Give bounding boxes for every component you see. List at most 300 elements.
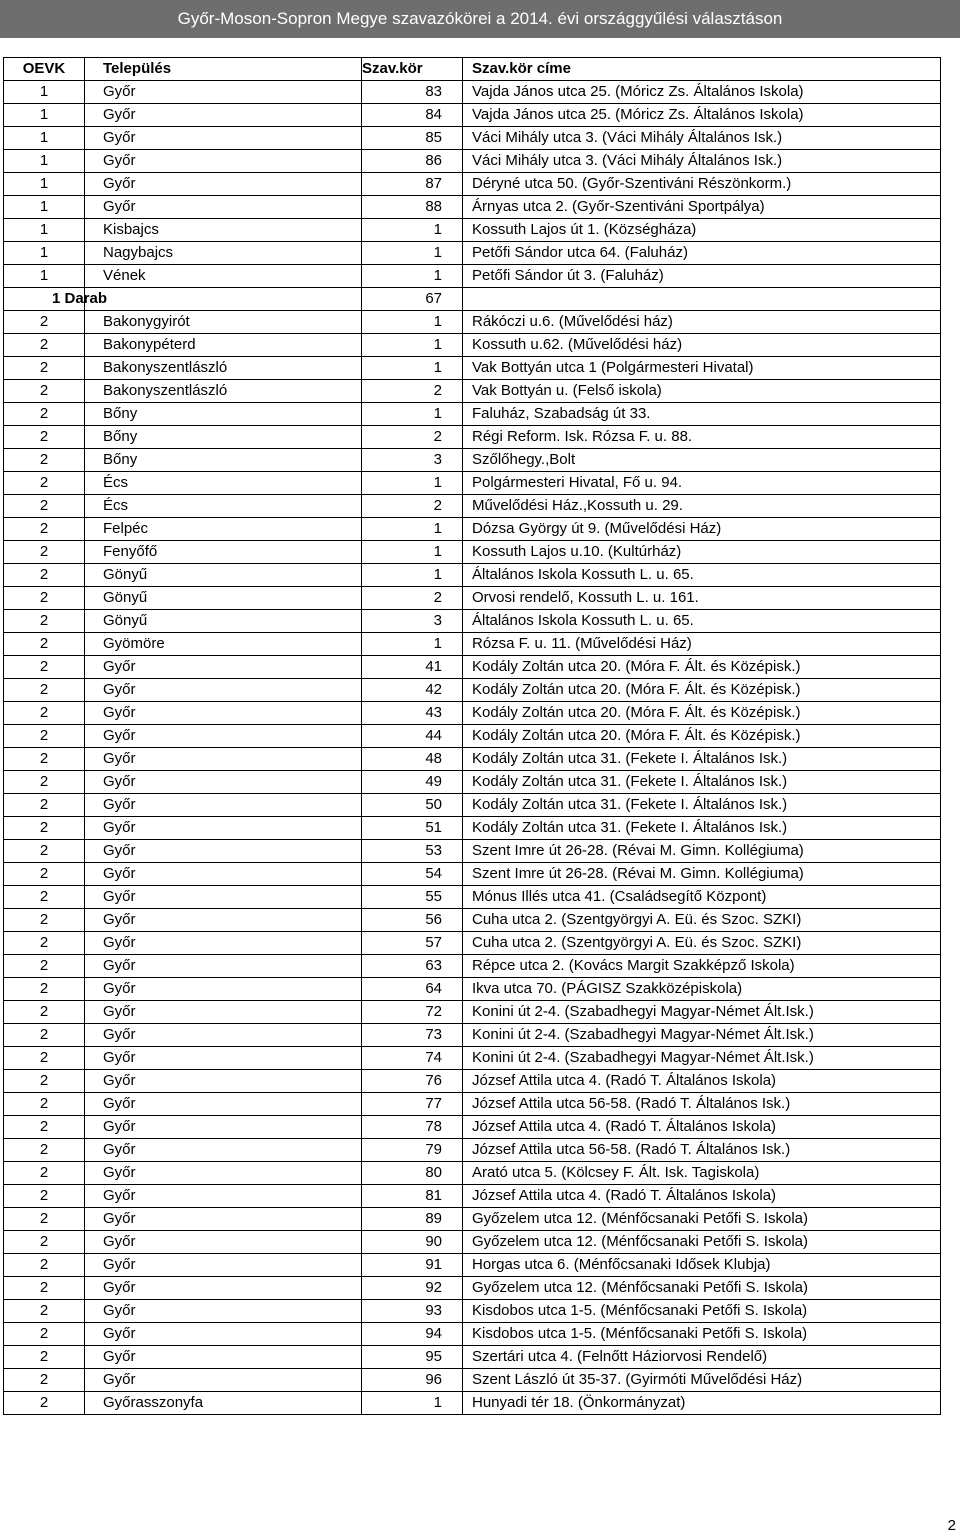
cell-telepules: Győr (85, 886, 362, 909)
cell-telepules: Győr (85, 1162, 362, 1185)
cell-cim: Kodály Zoltán utca 20. (Móra F. Ált. és Középisk.) (463, 702, 941, 725)
cell-oevk: 2 (4, 725, 85, 748)
cell-telepules: Győr (85, 1300, 362, 1323)
table-row (4, 1208, 941, 1231)
cell-cim: Petőfi Sándor utca 64. (Faluház) (463, 242, 941, 265)
table-row (4, 1231, 941, 1254)
cell-telepules: Fenyőfő (85, 541, 362, 564)
cell-telepules: Győr (85, 909, 362, 932)
table-row (4, 702, 941, 725)
cell-cim: Rózsa F. u. 11. (Művelődési Ház) (463, 633, 941, 656)
cell-szavkor: 78 (362, 1116, 463, 1139)
cell-oevk: 1 (4, 242, 85, 265)
table-row (4, 840, 941, 863)
column-header-cim: Szav.kör címe (463, 58, 941, 81)
cell-telepules: Vének (85, 265, 362, 288)
cell-cim: Kodály Zoltán utca 31. (Fekete I. Általános Isk.) (463, 817, 941, 840)
table-row (4, 1162, 941, 1185)
table-row (4, 1346, 941, 1369)
cell-oevk: 2 (4, 863, 85, 886)
cell-cim: Petőfi Sándor út 3. (Faluház) (463, 265, 941, 288)
cell-cim: Rákóczi u.6. (Művelődési ház) (463, 311, 941, 334)
table-row (4, 794, 941, 817)
table-row (4, 817, 941, 840)
cell-oevk: 2 (4, 978, 85, 1001)
cell-oevk: 2 (4, 1070, 85, 1093)
table-row (4, 656, 941, 679)
cell-cim: Déryné utca 50. (Győr-Szentiváni Részönkorm.) (463, 173, 941, 196)
table-row (4, 1116, 941, 1139)
cell-szavkor: 55 (362, 886, 463, 909)
cell-oevk: 2 (4, 633, 85, 656)
cell-telepules: Győr (85, 1093, 362, 1116)
cell-oevk: 2 (4, 610, 85, 633)
cell-cim: Szertári utca 4. (Felnőtt Háziorvosi Rendelő) (463, 1346, 941, 1369)
cell-telepules: Kisbajcs (85, 219, 362, 242)
cell-oevk: 2 (4, 311, 85, 334)
cell-telepules: Győr (85, 127, 362, 150)
cell-szavkor: 95 (362, 1346, 463, 1369)
cell-telepules: Bakonypéterd (85, 334, 362, 357)
cell-telepules: Gönyű (85, 610, 362, 633)
table-row (4, 1185, 941, 1208)
cell-szavkor: 56 (362, 909, 463, 932)
cell-oevk: 1 (4, 150, 85, 173)
cell-szavkor: 2 (362, 495, 463, 518)
cell-szavkor: 3 (362, 610, 463, 633)
table-row (4, 173, 941, 196)
table-row (4, 196, 941, 219)
table-row (4, 518, 941, 541)
table-row (4, 449, 941, 472)
cell-szavkor: 41 (362, 656, 463, 679)
cell-szavkor: 87 (362, 173, 463, 196)
cell-cim: Cuha utca 2. (Szentgyörgyi A. Eü. és Szoc. SZKI) (463, 909, 941, 932)
cell-telepules: Győr (85, 1070, 362, 1093)
table-row (4, 1047, 941, 1070)
cell-szavkor: 72 (362, 1001, 463, 1024)
cell-szavkor: 1 (362, 357, 463, 380)
cell-telepules: Gyömöre (85, 633, 362, 656)
cell-szavkor: 76 (362, 1070, 463, 1093)
cell-cim: Szőlőhegy.,Bolt (463, 449, 941, 472)
cell-cim: Vajda János utca 25. (Móricz Zs. Általános Iskola) (463, 81, 941, 104)
cell-oevk: 2 (4, 748, 85, 771)
cell-oevk: 2 (4, 403, 85, 426)
column-header-oevk: OEVK (4, 58, 85, 81)
cell-oevk: 2 (4, 1231, 85, 1254)
cell-cim: Győzelem utca 12. (Ménfőcsanaki Petőfi S. Iskola) (463, 1277, 941, 1300)
cell-cim: Kodály Zoltán utca 31. (Fekete I. Általános Isk.) (463, 771, 941, 794)
table-row (4, 311, 941, 334)
cell-oevk: 2 (4, 817, 85, 840)
table-row (4, 748, 941, 771)
cell-cim: Váci Mihály utca 3. (Váci Mihály Általános Isk.) (463, 127, 941, 150)
cell-szavkor: 1 (362, 564, 463, 587)
cell-telepules: Győr (85, 702, 362, 725)
table-row (4, 679, 941, 702)
table-row (4, 541, 941, 564)
cell-szavkor: 90 (362, 1231, 463, 1254)
cell-oevk: 2 (4, 909, 85, 932)
cell-oevk: 2 (4, 1369, 85, 1392)
cell-cim: Kisdobos utca 1-5. (Ménfőcsanaki Petőfi S. Iskola) (463, 1300, 941, 1323)
cell-szavkor: 81 (362, 1185, 463, 1208)
cell-oevk: 2 (4, 1300, 85, 1323)
cell-cim: Konini út 2-4. (Szabadhegyi Magyar-Német Ált.Isk.) (463, 1047, 941, 1070)
table-row (4, 1093, 941, 1116)
cell-oevk: 2 (4, 886, 85, 909)
cell-cim: Kodály Zoltán utca 31. (Fekete I. Általános Isk.) (463, 748, 941, 771)
table-row (4, 725, 941, 748)
cell-telepules: Győr (85, 81, 362, 104)
cell-oevk: 2 (4, 1185, 85, 1208)
cell-szavkor: 74 (362, 1047, 463, 1070)
cell-oevk: 2 (4, 1254, 85, 1277)
cell-telepules: Győr (85, 173, 362, 196)
cell-cim: Művelődési Ház.,Kossuth u. 29. (463, 495, 941, 518)
cell-telepules: Bakonyszentlászló (85, 380, 362, 403)
cell-cim: Dózsa György út 9. (Művelődési Ház) (463, 518, 941, 541)
cell-oevk: 1 (4, 81, 85, 104)
table-row (4, 219, 941, 242)
table-row (4, 403, 941, 426)
table-row (4, 1001, 941, 1024)
cell-oevk: 2 (4, 518, 85, 541)
cell-szavkor: 54 (362, 863, 463, 886)
cell-szavkor: 1 (362, 541, 463, 564)
cell-telepules: Bőny (85, 426, 362, 449)
table-row (4, 886, 941, 909)
table-row (4, 610, 941, 633)
cell-cim: Árnyas utca 2. (Győr-Szentiváni Sportpálya) (463, 196, 941, 219)
cell-cim: Faluház, Szabadság út 33. (463, 403, 941, 426)
cell-oevk: 2 (4, 1208, 85, 1231)
column-header-szavkor: Szav.kör (362, 58, 463, 81)
cell-cim: Arató utca 5. (Kölcsey F. Ált. Isk. Tagiskola) (463, 1162, 941, 1185)
cell-szavkor: 1 (362, 242, 463, 265)
table-row (4, 150, 941, 173)
cell-szavkor: 1 (362, 633, 463, 656)
header-title: Győr-Moson-Sopron Megye szavazókörei a 2014. évi országgyűlési választáson (177, 9, 783, 28)
cell-cim: József Attila utca 56-58. (Radó T. Általános Isk.) (463, 1093, 941, 1116)
cell-oevk: 2 (4, 380, 85, 403)
cell-szavkor: 86 (362, 150, 463, 173)
cell-telepules: Győr (85, 1346, 362, 1369)
cell-szavkor: 48 (362, 748, 463, 771)
cell-cim: Kodály Zoltán utca 20. (Móra F. Ált. és Középisk.) (463, 679, 941, 702)
cell-telepules: Győr (85, 978, 362, 1001)
cell-szavkor: 93 (362, 1300, 463, 1323)
table-row (4, 587, 941, 610)
table-row (4, 771, 941, 794)
cell-cim: József Attila utca 4. (Radó T. Általános Iskola) (463, 1116, 941, 1139)
cell-szavkor: 73 (362, 1024, 463, 1047)
cell-cim: Kossuth Lajos u.10. (Kultúrház) (463, 541, 941, 564)
table-row (4, 426, 941, 449)
cell-cim: Kossuth Lajos út 1. (Községháza) (463, 219, 941, 242)
cell-telepules: Győr (85, 1185, 362, 1208)
table-row (4, 909, 941, 932)
cell-szavkor: 1 (362, 219, 463, 242)
cell-szavkor: 2 (362, 380, 463, 403)
cell-szavkor: 49 (362, 771, 463, 794)
cell-telepules: Győr (85, 1254, 362, 1277)
cell-szavkor: 57 (362, 932, 463, 955)
cell-cim: Kodály Zoltán utca 31. (Fekete I. Általános Isk.) (463, 794, 941, 817)
cell-cim: Horgas utca 6. (Ménfőcsanaki Idősek Klubja) (463, 1254, 941, 1277)
cell-szavkor: 94 (362, 1323, 463, 1346)
cell-szavkor: 77 (362, 1093, 463, 1116)
cell-cim: Általános Iskola Kossuth L. u. 65. (463, 564, 941, 587)
cell-telepules: Győr (85, 840, 362, 863)
table-row (4, 955, 941, 978)
table-row (4, 1369, 941, 1392)
cell-cim: Répce utca 2. (Kovács Margit Szakképző Iskola) (463, 955, 941, 978)
cell-szavkor: 63 (362, 955, 463, 978)
cell-telepules: Győr (85, 1001, 362, 1024)
cell-telepules: Győr (85, 1208, 362, 1231)
cell-szavkor: 67 (362, 288, 463, 311)
cell-cim: Vajda János utca 25. (Móricz Zs. Általános Iskola) (463, 104, 941, 127)
cell-szavkor: 42 (362, 679, 463, 702)
cell-oevk: 2 (4, 472, 85, 495)
table-row (4, 633, 941, 656)
cell-cim: Vak Bottyán utca 1 (Polgármesteri Hivatal) (463, 357, 941, 380)
cell-szavkor: 1 (362, 518, 463, 541)
cell-oevk: 2 (4, 1001, 85, 1024)
cell-oevk: 2 (4, 357, 85, 380)
cell-cim: Polgármesteri Hivatal, Fő u. 94. (463, 472, 941, 495)
cell-telepules: Győr (85, 955, 362, 978)
cell-oevk: 2 (4, 1346, 85, 1369)
cell-telepules: Győr (85, 656, 362, 679)
cell-oevk: 2 (4, 541, 85, 564)
cell-cim: Szent Imre út 26-28. (Révai M. Gimn. Kollégiuma) (463, 863, 941, 886)
cell-cim: Kisdobos utca 1-5. (Ménfőcsanaki Petőfi S. Iskola) (463, 1323, 941, 1346)
cell-telepules: Nagybajcs (85, 242, 362, 265)
subtotal-row (4, 288, 941, 311)
cell-oevk: 2 (4, 1047, 85, 1070)
cell-cim: Ikva utca 70. (PÁGISZ Szakközépiskola) (463, 978, 941, 1001)
cell-oevk: 1 Darab (4, 288, 85, 311)
cell-szavkor: 88 (362, 196, 463, 219)
cell-telepules: Győrasszonyfa (85, 1392, 362, 1415)
cell-telepules: Győr (85, 771, 362, 794)
cell-telepules: Bőny (85, 403, 362, 426)
cell-szavkor: 1 (362, 1392, 463, 1415)
cell-telepules: Győr (85, 1116, 362, 1139)
table-row (4, 978, 941, 1001)
cell-telepules: Győr (85, 725, 362, 748)
cell-oevk: 2 (4, 587, 85, 610)
cell-oevk: 2 (4, 495, 85, 518)
cell-telepules: Gönyű (85, 564, 362, 587)
cell-cim: Kodály Zoltán utca 20. (Móra F. Ált. és Középisk.) (463, 725, 941, 748)
cell-oevk: 2 (4, 1323, 85, 1346)
cell-cim: József Attila utca 56-58. (Radó T. Általános Isk.) (463, 1139, 941, 1162)
cell-telepules: Győr (85, 817, 362, 840)
cell-telepules: Győr (85, 679, 362, 702)
cell-oevk: 1 (4, 265, 85, 288)
table-row (4, 104, 941, 127)
cell-oevk: 1 (4, 127, 85, 150)
cell-cim (463, 288, 941, 311)
cell-oevk: 2 (4, 1277, 85, 1300)
table-row (4, 1139, 941, 1162)
cell-oevk: 2 (4, 932, 85, 955)
table-row (4, 1392, 941, 1415)
cell-cim: Általános Iskola Kossuth L. u. 65. (463, 610, 941, 633)
table-row (4, 564, 941, 587)
cell-oevk: 2 (4, 679, 85, 702)
cell-oevk: 2 (4, 656, 85, 679)
cell-szavkor: 1 (362, 265, 463, 288)
cell-telepules: Gönyű (85, 587, 362, 610)
cell-oevk: 2 (4, 1162, 85, 1185)
table-row (4, 127, 941, 150)
cell-oevk: 2 (4, 771, 85, 794)
cell-oevk: 2 (4, 1024, 85, 1047)
cell-szavkor: 80 (362, 1162, 463, 1185)
cell-oevk: 2 (4, 334, 85, 357)
cell-oevk: 2 (4, 1392, 85, 1415)
cell-telepules: Écs (85, 472, 362, 495)
table-row (4, 1277, 941, 1300)
table-row (4, 81, 941, 104)
cell-szavkor: 50 (362, 794, 463, 817)
cell-oevk: 2 (4, 426, 85, 449)
table-row (4, 472, 941, 495)
cell-cim: Szent László út 35-37. (Gyirmóti Művelődési Ház) (463, 1369, 941, 1392)
cell-oevk: 1 (4, 219, 85, 242)
cell-szavkor: 83 (362, 81, 463, 104)
cell-szavkor: 53 (362, 840, 463, 863)
cell-oevk: 2 (4, 449, 85, 472)
cell-cim: Konini út 2-4. (Szabadhegyi Magyar-Német Ált.Isk.) (463, 1001, 941, 1024)
cell-telepules: Győr (85, 104, 362, 127)
table-row (4, 380, 941, 403)
cell-cim: Kossuth u.62. (Művelődési ház) (463, 334, 941, 357)
cell-telepules: Győr (85, 150, 362, 173)
cell-oevk: 1 (4, 173, 85, 196)
cell-szavkor: 1 (362, 472, 463, 495)
cell-szavkor: 2 (362, 426, 463, 449)
cell-telepules: Écs (85, 495, 362, 518)
cell-cim: József Attila utca 4. (Radó T. Általános Iskola) (463, 1185, 941, 1208)
cell-telepules: Bőny (85, 449, 362, 472)
cell-oevk: 2 (4, 1093, 85, 1116)
cell-szavkor: 89 (362, 1208, 463, 1231)
cell-oevk: 2 (4, 702, 85, 725)
table-row (4, 1070, 941, 1093)
cell-telepules: Felpéc (85, 518, 362, 541)
table-row (4, 932, 941, 955)
cell-oevk: 2 (4, 1116, 85, 1139)
cell-cim: Kodály Zoltán utca 20. (Móra F. Ált. és Középisk.) (463, 656, 941, 679)
polling-stations-table (3, 57, 941, 1415)
cell-telepules: Győr (85, 196, 362, 219)
cell-oevk: 2 (4, 794, 85, 817)
cell-cim: Régi Reform. Isk. Rózsa F. u. 88. (463, 426, 941, 449)
cell-telepules: Győr (85, 1323, 362, 1346)
cell-telepules: Győr (85, 748, 362, 771)
cell-telepules (85, 288, 362, 311)
table-row (4, 265, 941, 288)
table-row (4, 357, 941, 380)
cell-telepules: Győr (85, 1024, 362, 1047)
cell-szavkor: 3 (362, 449, 463, 472)
cell-szavkor: 96 (362, 1369, 463, 1392)
table-header-row (4, 58, 941, 81)
cell-cim: Győzelem utca 12. (Ménfőcsanaki Petőfi S. Iskola) (463, 1231, 941, 1254)
cell-szavkor: 1 (362, 403, 463, 426)
cell-telepules: Bakonygyirót (85, 311, 362, 334)
table-row (4, 495, 941, 518)
cell-telepules: Győr (85, 863, 362, 886)
cell-telepules: Győr (85, 1369, 362, 1392)
cell-cim: Váci Mihály utca 3. (Váci Mihály Általános Isk.) (463, 150, 941, 173)
cell-szavkor: 44 (362, 725, 463, 748)
cell-szavkor: 64 (362, 978, 463, 1001)
cell-oevk: 1 (4, 196, 85, 219)
cell-szavkor: 85 (362, 127, 463, 150)
cell-szavkor: 43 (362, 702, 463, 725)
cell-telepules: Győr (85, 1277, 362, 1300)
page-number: 2 (947, 1517, 956, 1534)
table-row (4, 334, 941, 357)
cell-cim: Hunyadi tér 18. (Önkormányzat) (463, 1392, 941, 1415)
cell-oevk: 2 (4, 1139, 85, 1162)
cell-telepules: Győr (85, 932, 362, 955)
cell-telepules: Győr (85, 1139, 362, 1162)
cell-telepules: Bakonyszentlászló (85, 357, 362, 380)
cell-cim: Orvosi rendelő, Kossuth L. u. 161. (463, 587, 941, 610)
table-row (4, 863, 941, 886)
cell-cim: Győzelem utca 12. (Ménfőcsanaki Petőfi S. Iskola) (463, 1208, 941, 1231)
table-body (4, 81, 941, 1415)
table-row (4, 1254, 941, 1277)
cell-telepules: Győr (85, 1047, 362, 1070)
column-header-telepules: Település (85, 58, 362, 81)
cell-oevk: 2 (4, 564, 85, 587)
table-row (4, 1024, 941, 1047)
cell-szavkor: 1 (362, 311, 463, 334)
cell-telepules: Győr (85, 1231, 362, 1254)
table-row (4, 1323, 941, 1346)
cell-szavkor: 2 (362, 587, 463, 610)
cell-szavkor: 51 (362, 817, 463, 840)
cell-szavkor: 79 (362, 1139, 463, 1162)
cell-cim: Vak Bottyán u. (Felső iskola) (463, 380, 941, 403)
cell-szavkor: 92 (362, 1277, 463, 1300)
table-row (4, 242, 941, 265)
cell-oevk: 2 (4, 955, 85, 978)
table-row (4, 1300, 941, 1323)
cell-cim: Cuha utca 2. (Szentgyörgyi A. Eü. és Szoc. SZKI) (463, 932, 941, 955)
cell-szavkor: 91 (362, 1254, 463, 1277)
cell-cim: Mónus Illés utca 41. (Családsegítő Központ) (463, 886, 941, 909)
cell-szavkor: 84 (362, 104, 463, 127)
cell-oevk: 2 (4, 840, 85, 863)
page-header (0, 0, 960, 38)
cell-cim: József Attila utca 4. (Radó T. Általános Iskola) (463, 1070, 941, 1093)
cell-cim: Konini út 2-4. (Szabadhegyi Magyar-Német Ált.Isk.) (463, 1024, 941, 1047)
cell-cim: Szent Imre út 26-28. (Révai M. Gimn. Kollégiuma) (463, 840, 941, 863)
cell-szavkor: 1 (362, 334, 463, 357)
cell-telepules: Győr (85, 794, 362, 817)
cell-oevk: 1 (4, 104, 85, 127)
